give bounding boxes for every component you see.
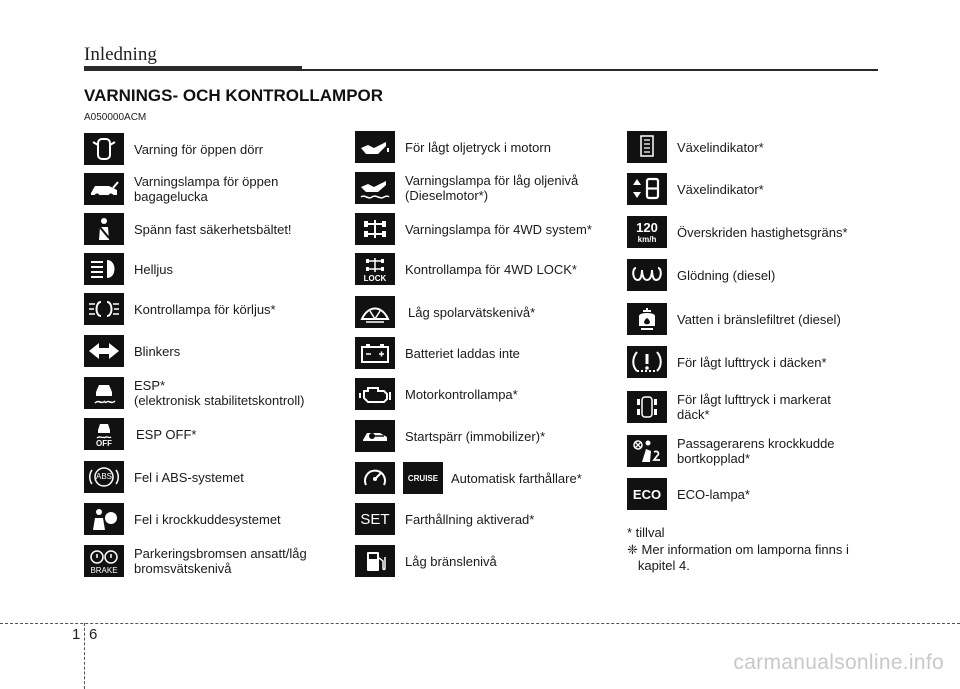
open-door-icon xyxy=(84,133,124,165)
eco-icon xyxy=(627,478,667,510)
icon-text: CRUISE xyxy=(407,473,439,483)
list-item xyxy=(84,293,276,325)
list-item xyxy=(84,503,281,535)
item-label: Spänn fast säkerhetsbältet! xyxy=(134,221,292,237)
brake-icon xyxy=(84,545,124,577)
chapter-title: Inledning xyxy=(84,44,157,65)
passenger-airbag-off-icon xyxy=(627,435,667,467)
icon-text: LOCK xyxy=(363,273,387,283)
oil-level-icon xyxy=(355,172,395,204)
gear-8-icon xyxy=(627,173,667,205)
icon-text: SET xyxy=(360,510,390,528)
list-item xyxy=(355,420,545,452)
item-label: Fel i krockkuddesystemet xyxy=(134,511,281,527)
icon-subtext: km/h xyxy=(637,234,657,244)
item-label: Låg bränslenivå xyxy=(405,553,497,569)
header-rule-thin xyxy=(302,69,878,71)
list-item xyxy=(84,461,244,493)
list-item xyxy=(84,335,180,367)
high-beam-icon xyxy=(84,253,124,285)
list-item xyxy=(627,478,750,510)
item-label: Startspärr (immobilizer)* xyxy=(405,428,546,444)
footer-divider xyxy=(0,623,960,624)
item-label: Varningslampa för låg oljenivå (Dieselmotor*) xyxy=(405,173,579,203)
list-item xyxy=(355,337,520,369)
item-label: Farthållning aktiverad* xyxy=(405,511,535,527)
item-label: Kontrollampa för 4WD LOCK* xyxy=(405,261,577,277)
list-item xyxy=(355,253,577,285)
item-label: Överskriden hastighetsgräns* xyxy=(677,224,848,240)
set-icon xyxy=(355,503,395,535)
item-label: Passagerarens krockkudde bortkopplad* xyxy=(677,436,835,466)
item-label: För lågt lufttryck i däcken* xyxy=(677,354,827,370)
turn-signal-icon xyxy=(84,335,124,367)
item-label: Batteriet laddas inte xyxy=(405,345,520,361)
list-item xyxy=(355,545,497,577)
list-item xyxy=(355,131,551,163)
list-item xyxy=(627,131,764,163)
list-item xyxy=(84,418,196,450)
airbag-icon xyxy=(84,503,124,535)
list-item xyxy=(355,296,535,328)
tire-position-icon xyxy=(627,391,667,423)
list-item xyxy=(627,391,831,423)
icon-text: ABS xyxy=(95,472,112,481)
list-item xyxy=(84,173,278,205)
list-item xyxy=(84,545,307,577)
list-item xyxy=(355,503,534,535)
page-number: 6 xyxy=(89,626,98,643)
list-item xyxy=(627,216,848,248)
list-item xyxy=(355,462,582,494)
more-info-note: ❈ Mer information om lamporna finns i kapitel 4. xyxy=(627,542,849,573)
section-heading: VARNINGS- OCH KONTROLLAMPOR xyxy=(84,86,384,105)
list-item xyxy=(84,133,263,165)
4wd-lock-icon xyxy=(355,253,395,285)
abs-icon xyxy=(84,461,124,493)
esp-icon xyxy=(84,377,124,409)
speed-limit-icon xyxy=(627,216,667,248)
glow-plug-icon xyxy=(627,259,667,291)
item-label: ESP OFF* xyxy=(136,426,197,442)
item-label: Vatten i bränslefiltret (diesel) xyxy=(677,311,841,327)
open-trunk-icon xyxy=(84,173,124,205)
icon-text: OFF xyxy=(96,438,112,448)
item-label: Glödning (diesel) xyxy=(677,267,776,283)
list-item xyxy=(84,377,305,409)
item-label: Automatisk farthållare* xyxy=(451,470,582,486)
item-label: Varning för öppen dörr xyxy=(134,141,264,157)
footer-margin-line xyxy=(84,623,85,689)
item-label: Helljus xyxy=(134,261,174,277)
list-item xyxy=(84,253,173,285)
list-item xyxy=(627,173,764,205)
list-item xyxy=(355,378,518,410)
item-label: För lågt oljetryck i motorn xyxy=(405,139,551,155)
tire-pressure-icon xyxy=(627,346,667,378)
list-item xyxy=(355,213,592,245)
item-label: Fel i ABS-systemet xyxy=(134,469,244,485)
item-label: ESP* (elektronisk stabilitetskontroll) xyxy=(134,378,305,408)
item-label: Växelindikator* xyxy=(677,181,764,197)
item-label: Blinkers xyxy=(134,343,181,359)
water-in-fuel-icon xyxy=(627,303,667,335)
header-rule-thick xyxy=(84,66,302,71)
list-item xyxy=(627,435,835,467)
cruise-text-icon xyxy=(403,462,443,494)
list-item xyxy=(627,346,827,378)
seat-belt-icon xyxy=(84,213,124,245)
list-item xyxy=(627,259,775,291)
immobilizer-icon xyxy=(355,420,395,452)
list-item xyxy=(355,172,578,204)
shift-indicator-icon xyxy=(627,131,667,163)
4wd-icon xyxy=(355,213,395,245)
cruise-icon xyxy=(355,462,395,494)
engine-check-icon xyxy=(355,378,395,410)
watermark: carmanualsonline.info xyxy=(733,651,944,674)
list-item xyxy=(84,213,292,245)
icon-text: ECO xyxy=(632,486,662,502)
icon-text: 120 xyxy=(636,219,658,235)
item-label: För lågt lufttryck i markerat däck* xyxy=(677,392,831,422)
item-label: Varningslampa för öppen bagagelucka xyxy=(134,174,279,204)
section-code: A050000ACM xyxy=(84,112,147,123)
oil-pressure-icon xyxy=(355,131,395,163)
esp-off-icon xyxy=(84,418,124,450)
item-label: Kontrollampa för körljus* xyxy=(134,301,276,317)
daytime-lights-icon xyxy=(84,293,124,325)
battery-icon xyxy=(355,337,395,369)
item-label: ECO-lampa* xyxy=(677,486,750,502)
item-label: Låg spolarvätskenivå* xyxy=(408,304,536,320)
item-label: Motorkontrollampa* xyxy=(405,386,518,402)
section-number: 1 xyxy=(72,626,81,643)
item-label: Parkeringsbromsen ansatt/låg bromsvätskenivå xyxy=(134,546,307,576)
item-label: Varningslampa för 4WD system* xyxy=(405,221,592,237)
icon-text: BRAKE xyxy=(90,565,118,575)
fuel-icon xyxy=(355,545,395,577)
optional-note: * tillval xyxy=(627,525,665,540)
list-item xyxy=(627,303,841,335)
item-label: Växelindikator* xyxy=(677,139,764,155)
washer-fluid-icon xyxy=(355,296,395,328)
